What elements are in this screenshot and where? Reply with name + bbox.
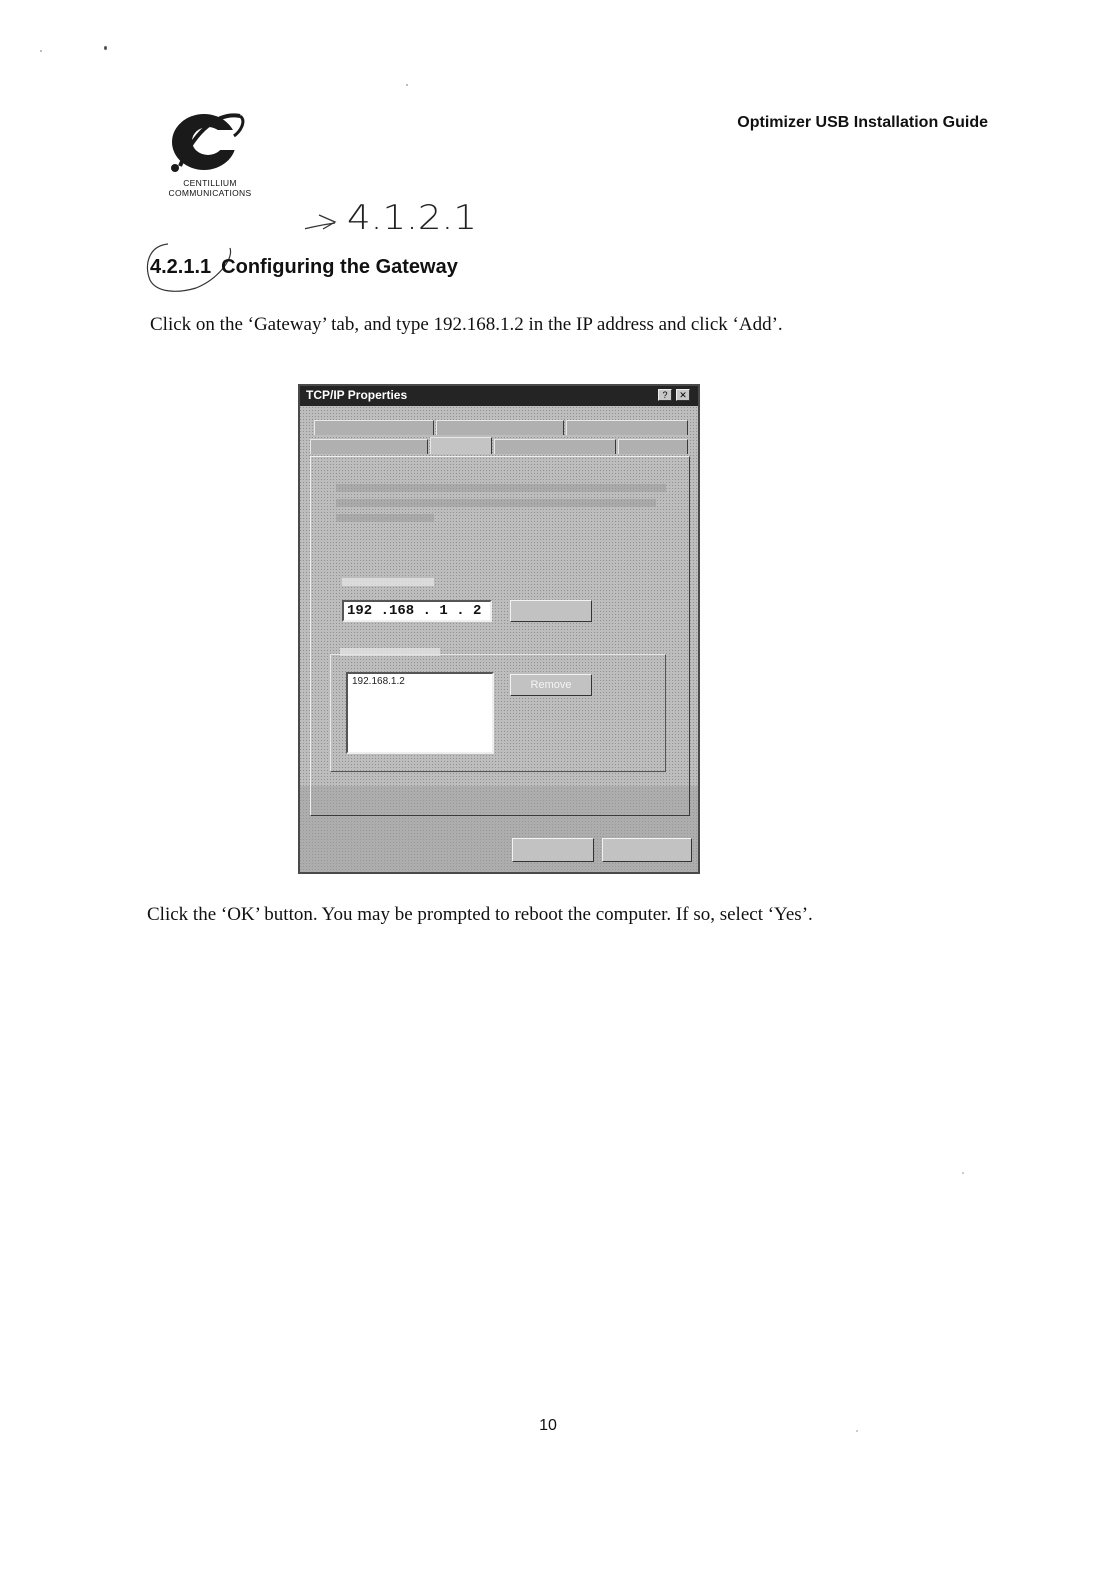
- description-line: [336, 499, 656, 507]
- add-button[interactable]: [510, 600, 592, 622]
- scan-speck: [406, 84, 408, 86]
- tcpip-properties-dialog: [298, 384, 700, 874]
- company-name-line2: COMMUNICATIONS: [168, 188, 252, 198]
- tab-ip-address[interactable]: [618, 439, 688, 454]
- list-item[interactable]: 192.168.1.2: [352, 676, 405, 687]
- section-heading: [150, 256, 458, 279]
- description-line: [336, 484, 666, 492]
- dialog-title: TCP/IP Properties: [306, 388, 408, 402]
- scan-speck: [104, 46, 107, 50]
- instruction-step2: Click the ‘OK’ button. You may be prompted to reboot the computer. If so, select ‘Yes’.: [147, 904, 813, 925]
- tab-bindings[interactable]: [314, 420, 434, 435]
- centillium-c-logo-icon: [150, 108, 270, 180]
- cancel-button[interactable]: [602, 838, 692, 862]
- close-button[interactable]: [676, 389, 690, 401]
- dialog-title-bar: [300, 386, 698, 406]
- company-name: [150, 178, 270, 198]
- scan-speck: [962, 1172, 964, 1174]
- company-name-line1: CENTILLIUM: [183, 178, 237, 188]
- question-icon: ?: [662, 390, 668, 400]
- page-number: 10: [539, 1417, 557, 1434]
- installed-gateways-label: [340, 648, 440, 656]
- tab-gateway[interactable]: [430, 437, 492, 454]
- remove-button[interactable]: Remove: [510, 674, 592, 696]
- help-button[interactable]: [658, 389, 672, 401]
- tab-advanced[interactable]: [436, 420, 564, 435]
- scan-speck: [856, 1430, 858, 1432]
- close-icon: ✕: [679, 390, 687, 400]
- installed-gateways-list[interactable]: [346, 672, 494, 754]
- section-title: Configuring the Gateway: [221, 256, 458, 278]
- gateway-ip-input[interactable]: 192 .168 . 1 . 2: [342, 600, 492, 622]
- handwritten-text: 4.1.2.1: [347, 198, 477, 238]
- guide-title: Optimizer USB Installation Guide: [737, 114, 988, 131]
- tab-wins-configuration[interactable]: [494, 439, 616, 454]
- new-gateway-label: [342, 578, 434, 586]
- tab-netbios[interactable]: [566, 420, 688, 435]
- instruction-step1: Click on the ‘Gateway’ tab, and type 192.168.1.2 in the IP address and click ‘Add’.: [150, 314, 783, 335]
- description-line: [336, 514, 434, 522]
- ok-button[interactable]: [512, 838, 594, 862]
- section-number: 4.2.1.1: [150, 256, 212, 278]
- handwritten-annotation: [305, 185, 495, 245]
- scan-speck: [40, 50, 42, 52]
- tab-dns-configuration[interactable]: [310, 439, 428, 454]
